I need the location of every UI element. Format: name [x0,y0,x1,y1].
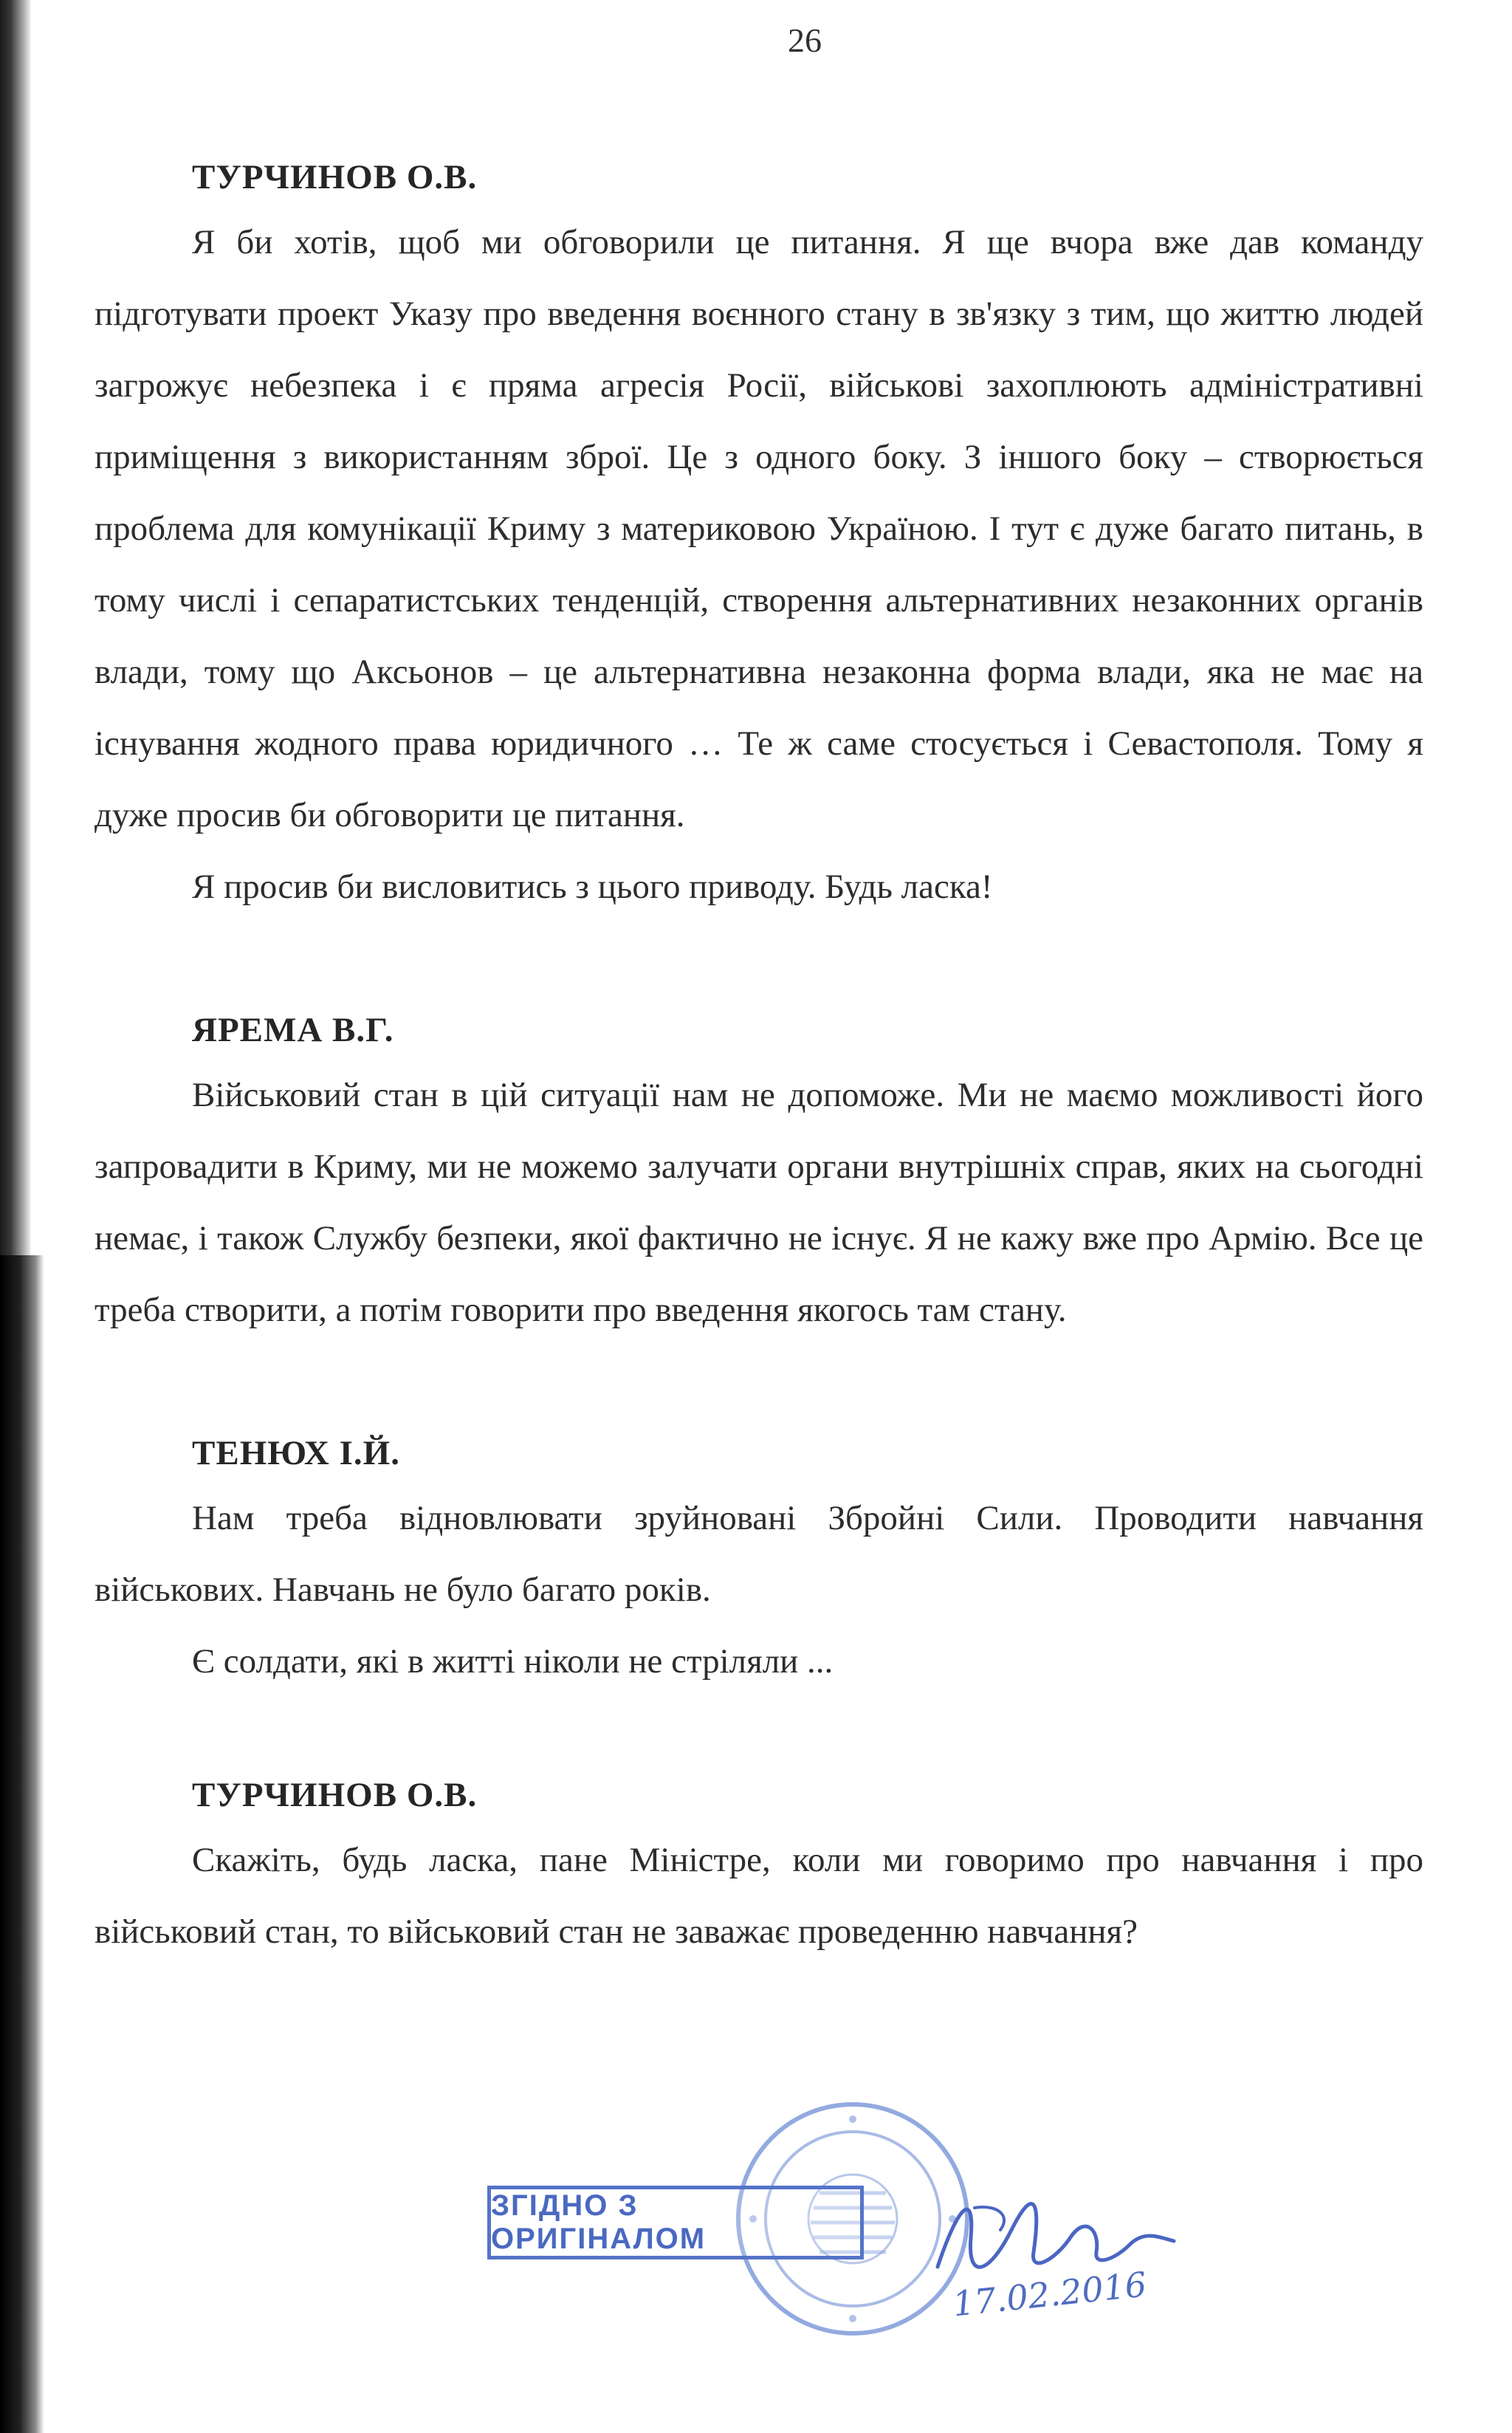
signature-date: 17.02.2016 [950,2264,1149,2324]
speech-block [94,1001,1423,1346]
speaker-name: ТЕНЮХ І.Й. [192,1434,400,1472]
block-spacer [94,923,1423,1001]
speaker-name: ТУРЧИНОВ О.В. [192,1776,478,1814]
speech-paragraph: Скажіть, будь ласка, пане Міністре, коли ми говоримо про навчання і про військовий стан, то військовий стан не заважає проведенню навчання? [94,1841,1423,1951]
approval-stamp: ЗГІДНО З ОРИГІНАЛОМ [487,2186,864,2259]
speech-block [94,148,1423,923]
speech-paragraph: Я би хотів, щоб ми обговорили це питання. Я ще вчора вже дав команду підготувати проект Указу про введення воєнного стану в зв'язку з тим, що життю людей загрожує небезпека і є пряма агресія Росії, військові захоплюють адміністративні приміщення з використанням зброї. Це з одного боку. З іншого боку – створюється проблема для комунікації Криму з материковою Україною. І тут є дуже багато питань, в тому числі і сепаратистських тенденцій, створення альтернативних незаконних органів влади, тому що Аксьонов – це альтернативна незаконна форма влади, яка не має на існування жодного права юридичного … Те ж саме стосується і Севастополя. Тому я дуже просив би обговорити це питання. [94,223,1423,834]
speech-paragraph: Я просив би висловитись з цього приводу. Будь ласка! [192,868,993,906]
page-number: 26 [788,21,822,59]
speech-paragraph: Військовий стан в цій ситуації нам не допоможе. Ми не маємо можливості його запровадити в Криму, ми не можемо залучати органи внутрішніх справ, яких на сьогодні немає, і також Службу безпеки, якої фактично не існує. Я не кажу вже про Армію. Все це треба створити, а потім говорити про введення якогось там стану. [94,1076,1423,1329]
speech-block [94,1765,1423,1968]
speech-paragraph: Нам треба відновлювати зруйновані Збройні Сили. Проводити навчання військових. Навчань не було багато років. [94,1499,1423,1609]
transcript-body [94,148,1423,1968]
speech-paragraph: Є солдати, які в житті ніколи не стріляли ... [192,1642,834,1681]
scan-edge-shadow-lower [0,1255,44,2433]
block-spacer [94,1346,1423,1424]
block-spacer [94,1698,1423,1765]
speech-block [94,1424,1423,1698]
speaker-name: ТУРЧИНОВ О.В. [192,158,478,196]
speaker-name: ЯРЕМА В.Г. [192,1011,394,1049]
certification-area [472,2097,1211,2422]
